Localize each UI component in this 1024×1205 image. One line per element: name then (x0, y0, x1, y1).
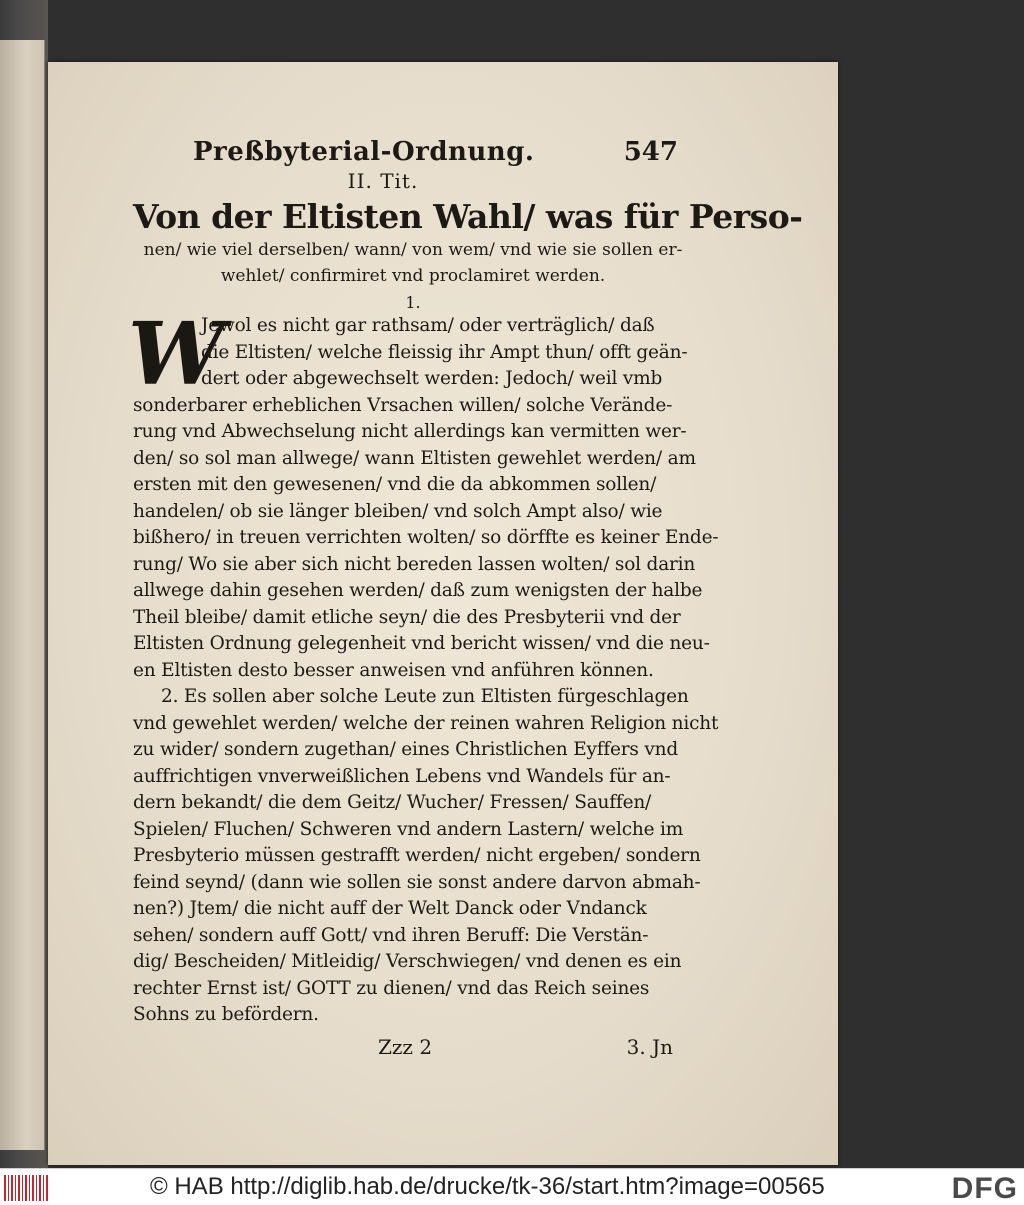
barcode-icon (4, 1175, 48, 1201)
text-line: Jewol es nicht gar rathsam/ oder verträglich/ daß (201, 315, 655, 336)
text-line: handelen/ ob sie länger bleiben/ vnd solch Ampt also/ wie (133, 500, 663, 522)
text-line: rung/ Wo sie aber sich nicht bereden lassen wolten/ sol darin (133, 553, 696, 575)
text-line: zu wider/ sondern zugethan/ eines Christlichen Eyffers vnd (133, 739, 679, 760)
subheading-line: nen/ wie viel derselben/ wann/ von wem/ vnd wie sie sollen er- (143, 240, 683, 260)
drop-initial: W (128, 304, 225, 405)
signature-mark: Zzz 2 (378, 1034, 433, 1059)
text-line: Sohns zu befördern. (133, 1004, 319, 1025)
text-line: dert oder abgewechselt werden: Jedoch/ weil vmb (201, 368, 663, 389)
running-title: Preßbyterial-Ordnung. (193, 137, 535, 167)
previous-page-edge (0, 40, 45, 1150)
text-line: vnd gewehlet werden/ welche der reinen wahren Religion nicht (133, 712, 719, 734)
text-line: feind seynd/ (dann wie sollen sie sonst andere darvon abmah- (133, 871, 701, 893)
text-line: nen?) Jtem/ die nicht auff der Welt Danck oder Vndanck (133, 898, 647, 919)
running-head (133, 137, 693, 177)
paragraph-2 (133, 684, 719, 1029)
text-line: rung vnd Abwechselung nicht allerdings kan vermitten wer- (133, 421, 687, 442)
dfg-logo: DFG (951, 1172, 1018, 1205)
section-number: II. Tit. (347, 169, 419, 193)
catchword: 3. Jn (626, 1034, 673, 1059)
subheading-line: wehlet/ confirmiret vnd proclamiret werden. (220, 266, 606, 286)
footer-bar (0, 1168, 1024, 1205)
text-line: Presbyterio müssen gestrafft werden/ nicht ergeben/ sondern (133, 845, 701, 866)
text-line: Eltisten Ordnung gelegenheit vnd bericht wissen/ vnd die neu- (133, 633, 710, 654)
text-line: ersten mit den gewesenen/ vnd die da abkommen sollen/ (133, 474, 657, 495)
text-line: dern bekandt/ die dem Geitz/ Wucher/ Fressen/ Sauffen/ (133, 792, 652, 813)
chapter-heading: Von der Eltisten Wahl/ was für Perso- (133, 197, 803, 236)
text-line: bißhero/ in treuen verrichten wolten/ so dörffte es keiner Ende- (133, 527, 719, 548)
paragraph-number: 1. (405, 293, 421, 312)
page-content (128, 137, 803, 1069)
text-line: Spielen/ Fluchen/ Schweren vnd andern Lastern/ welche im (133, 818, 684, 840)
text-line: Theil bleibe/ damit etliche seyn/ die des Presbyterii vnd der (133, 606, 681, 628)
text-line: die Eltisten/ welche fleissig ihr Ampt thun/ offt geän- (201, 341, 688, 363)
text-line: en Eltisten desto besser anweisen vnd anführen können. (133, 659, 654, 681)
text-line: allwege dahin gesehen werden/ daß zum wenigsten der halbe (133, 580, 703, 601)
text-line: rechter Ernst ist/ GOTT zu dienen/ vnd das Reich seines (133, 977, 650, 999)
text-line: auffrichtigen vnverweißlichen Lebens vnd Wandels für an- (133, 765, 671, 787)
paragraph-1 (128, 304, 719, 684)
text-line: dig/ Bescheiden/ Mitleidig/ Verschwiegen/ vnd denen es ein (133, 951, 682, 972)
page-foot (133, 1035, 693, 1069)
text-line: sehen/ sondern auff Gott/ vnd ihren Beruff: Die Verstän- (133, 924, 649, 946)
text-line: sonderbarer erheblichen Vrsachen willen/ solche Verände- (133, 394, 673, 416)
copyright-url: © HAB http://diglib.hab.de/drucke/tk-36/start.htm?image=00565 (150, 1173, 825, 1200)
scanned-page (48, 62, 838, 1165)
text-line: 2. Es sollen aber solche Leute zun Eltisten fürgeschlagen (161, 686, 689, 707)
text-line: den/ so sol man allwege/ wann Eltisten gewehlet werden/ am (133, 447, 696, 469)
page-number: 547 (623, 137, 678, 167)
